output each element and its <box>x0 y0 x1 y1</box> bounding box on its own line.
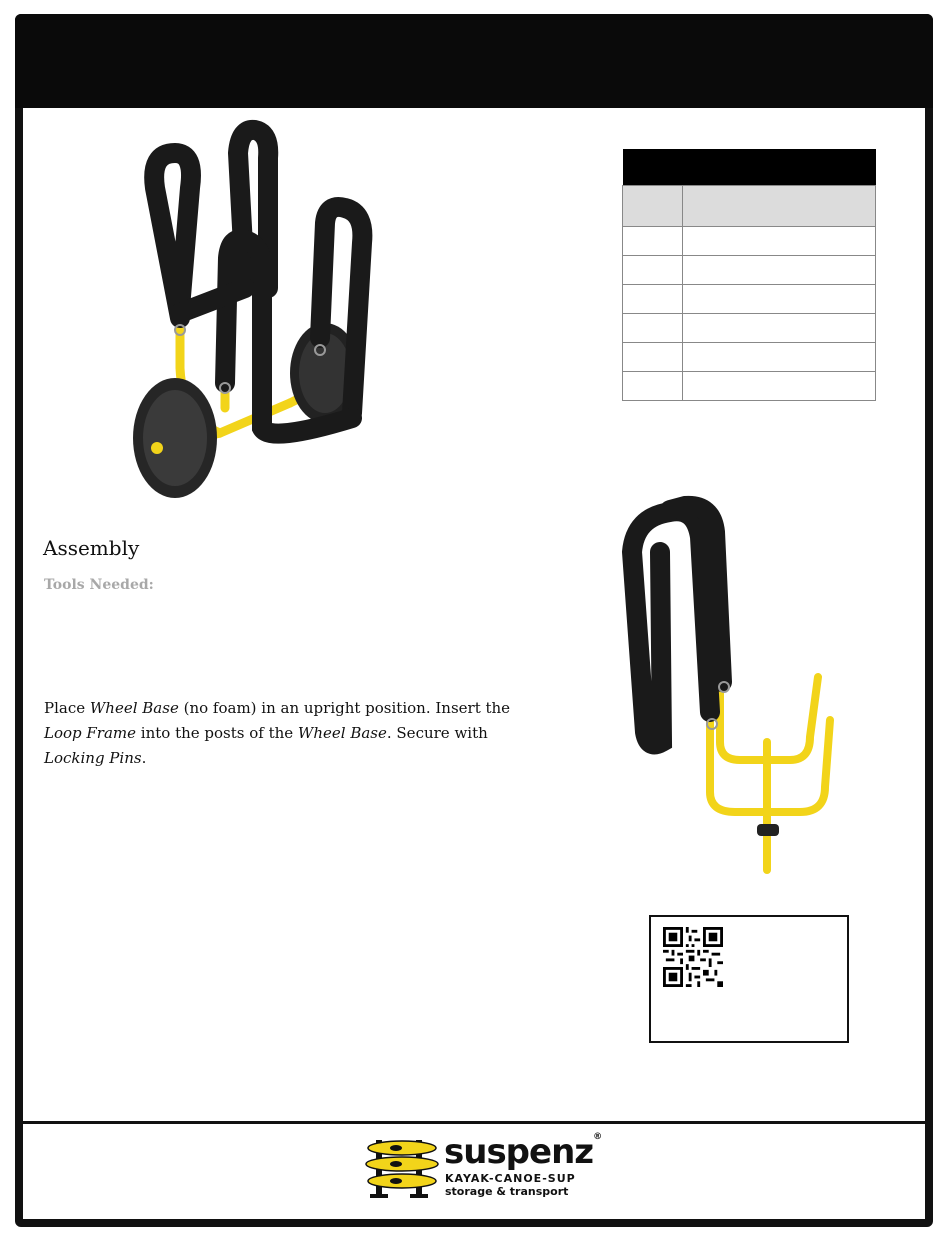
table-col-qty <box>623 186 683 227</box>
part-name-loop-frame: Loop Frame <box>44 724 137 742</box>
brand-wordmark: suspenz® <box>444 1132 602 1172</box>
table-row <box>623 314 876 343</box>
loop-frame-image <box>600 492 850 882</box>
table-row <box>623 285 876 314</box>
brand-subtagline: storage & transport <box>445 1185 569 1198</box>
section-heading: Assembly <box>43 536 140 560</box>
qr-code-box <box>649 915 849 1043</box>
part-name-locking-pins: Locking Pins <box>44 749 142 767</box>
table-col-part <box>683 186 876 227</box>
assembly-instructions: Place Wheel Base (no foam) in an upright position. Insert the Loop Frame into the posts of the Wheel Base. Secure with Locking Pins. <box>44 699 511 767</box>
part-name-wheel-base: Wheel Base <box>297 724 387 742</box>
table-subheader-row <box>623 186 876 227</box>
footer-divider <box>22 1121 926 1124</box>
parts-table <box>622 149 876 401</box>
table-row <box>623 372 876 401</box>
brand-tagline: KAYAK-CANOE-SUP <box>445 1172 576 1185</box>
part-name-wheel-base: Wheel Base <box>89 699 179 717</box>
kayak-logo-icon <box>364 1134 442 1202</box>
table-title-cell <box>623 149 876 186</box>
assembled-cart-image <box>120 118 400 513</box>
table-row <box>623 227 876 256</box>
qr-code-icon[interactable] <box>663 927 723 987</box>
table-row <box>623 343 876 372</box>
header-band <box>15 14 933 108</box>
table-header-row <box>623 149 876 186</box>
tools-needed-label: Tools Needed: <box>44 577 154 593</box>
brand-logo <box>364 1132 602 1202</box>
table-row <box>623 256 876 285</box>
